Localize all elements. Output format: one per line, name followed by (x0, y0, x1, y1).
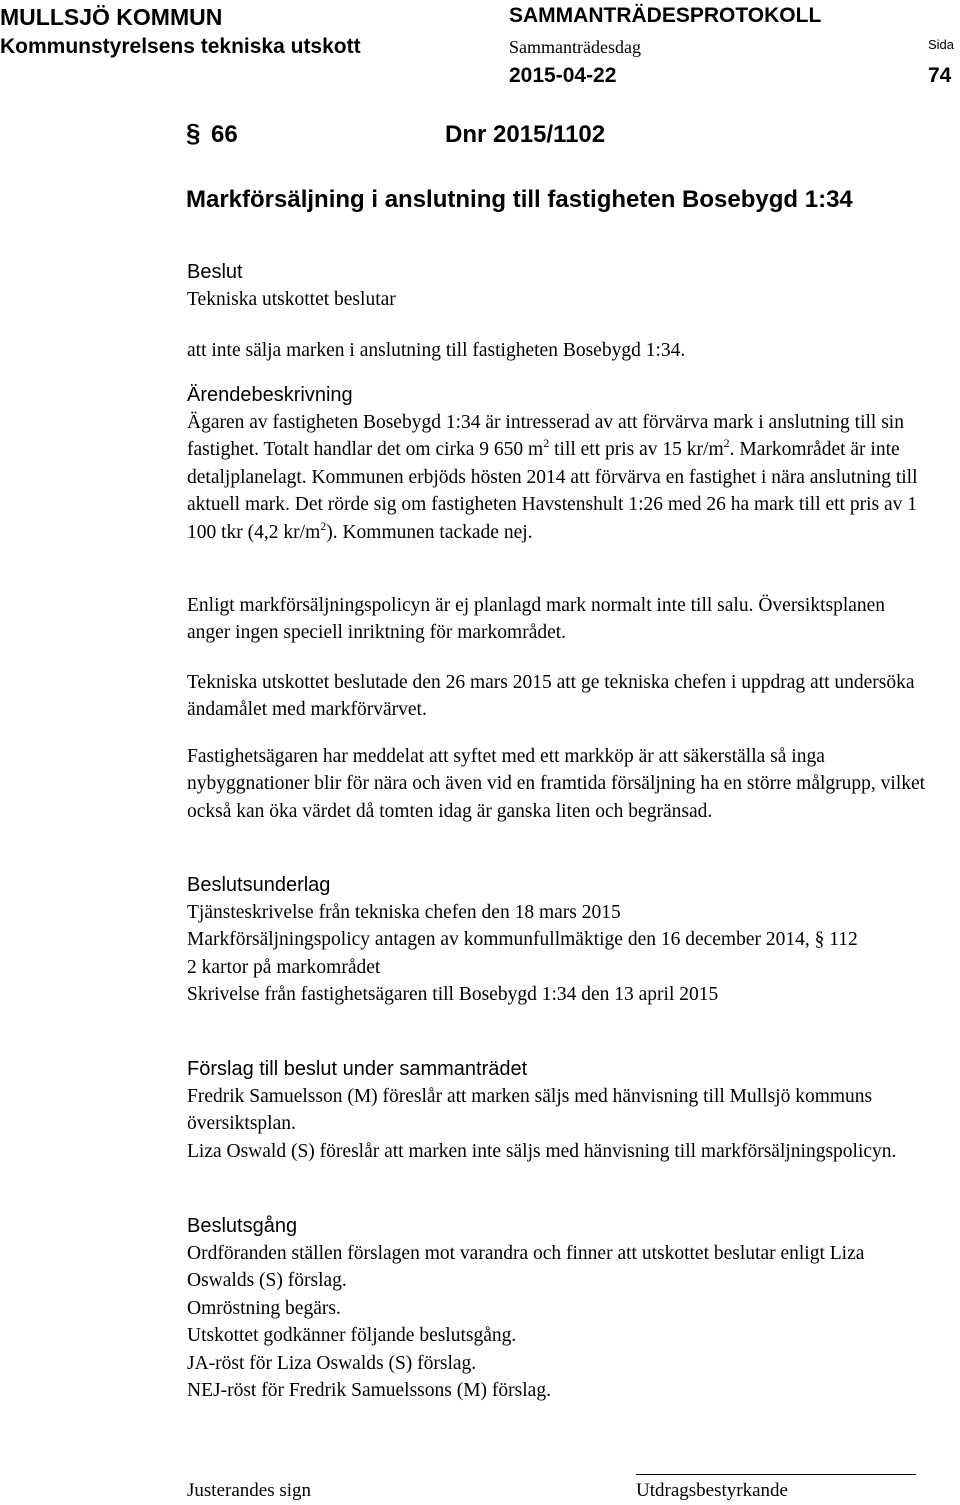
text-run: Ägaren av fastigheten Bosebygd 1:34 är intresserad av att förvärva mark i anslutning till sin fastighet. Totalt handlar det om cirka 9 650 m (187, 412, 904, 461)
list-item: Ordföranden ställen förslagen mot varandra och finner att utskottet beslutar enligt Liza Oswalds (S) förslag. (187, 1243, 865, 1292)
beslutsgang-section (187, 1213, 927, 1404)
beslut-section (187, 259, 927, 313)
meeting-day-label: Sammanträdesdag (509, 37, 641, 57)
list-item: Markförsäljningspolicy antagen av kommunfullmäktige den 16 december 2014, § 112 (187, 929, 858, 951)
paragraph-sign: § (186, 118, 201, 148)
list-item: Utskottet godkänner följande beslutsgång. (187, 1325, 517, 1347)
list-item: 2 kartor på markområdet (187, 956, 381, 978)
page-number: 74 (928, 64, 952, 87)
beslutsunderlag-heading: Beslutsunderlag (187, 874, 331, 896)
list-item: Liza Oswald (S) föreslår att marken inte säljs med hänvisning till markförsäljningspolicyn. (187, 1140, 897, 1162)
diary-number: Dnr 2015/1102 (445, 121, 606, 148)
arendebeskrivning-paragraph-4: Fastighetsägaren har meddelat att syftet med ett markköp är att säkerställa så inga nybyggnationer blir för nära och även vid en framtida försäljning ha en större målgrupp, vilket också kan öka värdet då tomten idag är ganska liten och begränsad. (187, 746, 926, 822)
forslag-heading: Förslag till beslut under sammanträdet (187, 1058, 528, 1080)
superscript: 2 (543, 436, 550, 451)
beslut-decision: att inte sälja marken i anslutning till fastigheten Bosebygd 1:34. (187, 340, 686, 361)
meeting-date: 2015-04-22 (509, 64, 617, 87)
beslut-intro: Tekniska utskottet beslutar (187, 289, 396, 310)
arendebeskrivning-paragraph-3-block (187, 669, 927, 724)
beslut-heading: Beslut (187, 261, 243, 283)
arendebeskrivning-paragraph-2: Enligt markförsäljningspolicyn är ej planlagd mark normalt inte till salu. Översiktsplanen anger ingen speciell inriktning för markområdet. (187, 595, 886, 644)
municipality-name: MULLSJÖ KOMMUN (0, 4, 223, 30)
paragraph-number: 66 (211, 121, 238, 148)
beslut-decision-block (187, 337, 927, 364)
arendebeskrivning-section (187, 382, 927, 546)
arendebeskrivning-paragraph-4-block (187, 743, 927, 825)
list-item: JA-röst för Liza Oswalds (S) förslag. (187, 1352, 477, 1374)
superscript: 2 (723, 436, 730, 451)
beslutsgang-heading: Beslutsgång (187, 1215, 298, 1237)
committee-name: Kommunstyrelsens tekniska utskott (0, 35, 361, 58)
page-label: Sida (928, 37, 955, 52)
list-item: Skrivelse från fastighetsägaren till Bosebygd 1:34 den 13 april 2015 (187, 984, 719, 1006)
document-type: SAMMANTRÄDESPROTOKOLL (509, 4, 822, 27)
list-item: Tjänsteskrivelse från tekniska chefen den 18 mars 2015 (187, 902, 621, 923)
text-run: . Markområdet är inte detaljplanelagt. Kommunen erbjöds hösten 2014 att förvärva en fastighet i nära anslutning till aktuell mark. Det rörde sig om fastigheten Havstenshult 1:26 med 26 ha mark till ett pris av 1 100 tkr (4,2 kr/m (187, 439, 918, 543)
arendebeskrivning-heading: Ärendebeskrivning (187, 384, 353, 406)
arendebeskrivning-paragraph-2-block (187, 592, 927, 647)
page-title: Markförsäljning i anslutning till fastigheten Bosebygd 1:34 (186, 186, 853, 213)
superscript: 2 (320, 518, 327, 533)
beslutsunderlag-section (187, 872, 927, 1009)
text-run: ). Kommunen tackade nej. (326, 521, 533, 543)
arendebeskrivning-paragraph-1 (187, 409, 927, 546)
list-item: Omröstning begärs. (187, 1297, 341, 1319)
arendebeskrivning-paragraph-3: Tekniska utskottet beslutade den 26 mars 2015 att ge tekniska chefen i uppdrag att undersöka ändamålet med markförvärvet. (187, 672, 915, 721)
forslag-section (187, 1056, 927, 1165)
text-run: till ett pris av 15 kr/m (549, 439, 724, 461)
list-item: NEJ-röst för Fredrik Samuelssons (M) förslag. (187, 1380, 551, 1402)
footer-divider (636, 1474, 916, 1475)
list-item: Fredrik Samuelsson (M) föreslår att marken säljs med hänvisning till Mullsjö kommuns översiktsplan. (187, 1086, 873, 1135)
footer-sign-label: Justerandes sign (187, 1480, 312, 1501)
footer-certification-label: Utdragsbestyrkande (636, 1480, 788, 1501)
